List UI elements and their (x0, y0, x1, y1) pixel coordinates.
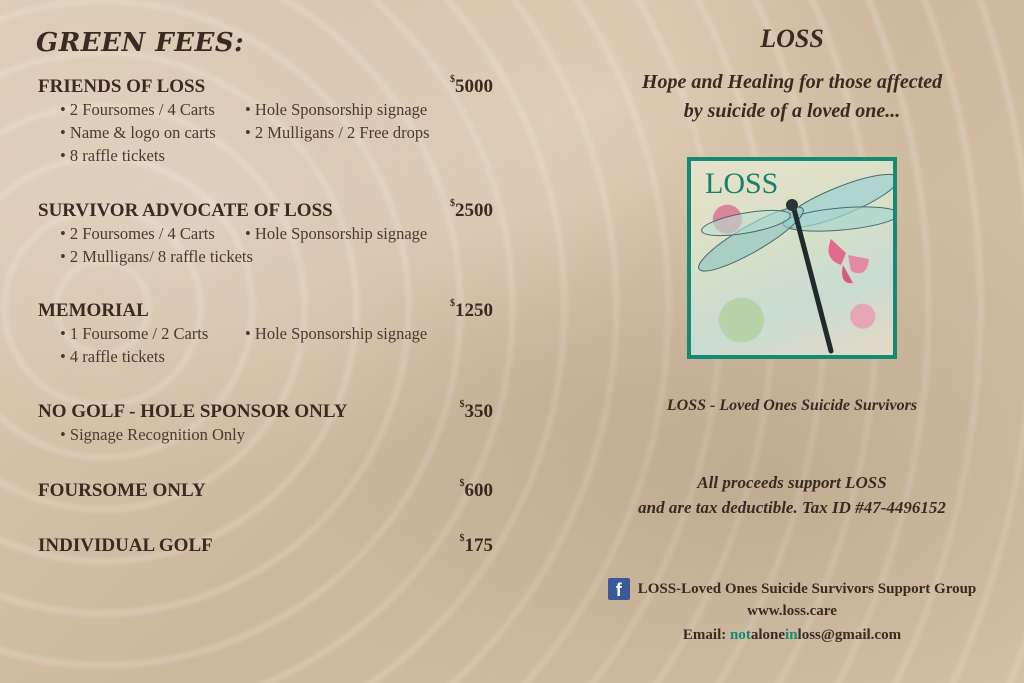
benefit: • 2 Foursomes / 4 Carts (60, 224, 215, 243)
tier-price: $5000 (450, 74, 493, 97)
tier-hole-sponsor (38, 401, 493, 446)
tier-price: $2500 (450, 198, 493, 221)
email-line (560, 627, 1024, 644)
tier-benefits (60, 222, 493, 268)
benefit: • 2 Foursomes / 4 Carts (60, 100, 215, 119)
tier-name: MEMORIAL (38, 300, 149, 321)
tier-survivor-advocate (38, 200, 493, 268)
benefit: • 2 Mulligans / 2 Free drops (245, 123, 430, 142)
tier-price: $350 (459, 399, 493, 422)
tagline (560, 68, 1024, 126)
tier-benefits (60, 322, 493, 368)
facebook-group-name: LOSS-Loved Ones Suicide Survivors Support Group (637, 580, 977, 597)
tier-memorial (38, 300, 493, 368)
benefit: • 8 raffle tickets (60, 146, 165, 165)
benefit: • Hole Sponsorship signage (245, 224, 428, 243)
proceeds-line: All proceeds support LOSS (697, 473, 887, 492)
tier-individual-golf (38, 535, 493, 557)
tier-name: INDIVIDUAL GOLF (38, 535, 213, 556)
tagline-line: Hope and Healing for those affected (641, 71, 943, 93)
tier-benefits (60, 423, 493, 446)
tier-price: $1250 (450, 298, 493, 321)
benefit: • Signage Recognition Only (60, 425, 245, 444)
tier-benefits (60, 98, 493, 167)
tier-friends-of-loss (38, 76, 493, 167)
dragonfly-artwork (687, 157, 897, 359)
benefit: • Hole Sponsorship signage (245, 324, 428, 343)
org-full-name: LOSS - Loved Ones Suicide Survivors (666, 397, 918, 414)
artwork-label: LOSS (705, 167, 779, 200)
benefit: • 1 Foursome / 2 Carts (60, 324, 209, 343)
benefit: • 4 raffle tickets (60, 347, 165, 366)
tier-price: $175 (459, 533, 493, 556)
info-panel (560, 0, 1024, 683)
tagline-line: by suicide of a loved one... (683, 100, 901, 122)
tier-name: FRIENDS OF LOSS (38, 76, 206, 97)
tier-name: FOURSOME ONLY (38, 480, 206, 501)
proceeds-note (560, 470, 1024, 520)
facebook-icon: f (608, 578, 630, 600)
benefit: • Name & logo on carts (60, 123, 216, 142)
tier-name: SURVIVOR ADVOCATE OF LOSS (38, 200, 333, 221)
green-fees-title: GREEN FEES: (36, 28, 245, 58)
email-address[interactable]: notaloneinloss@gmail.com (730, 627, 902, 643)
benefit: • Hole Sponsorship signage (245, 100, 428, 119)
proceeds-line: and are tax deductible. Tax ID #47-4496152 (638, 498, 946, 517)
tier-name: NO GOLF - HOLE SPONSOR ONLY (38, 401, 348, 422)
email-label: Email: (682, 627, 727, 643)
tier-foursome-only (38, 480, 493, 502)
org-title: LOSS (760, 24, 824, 53)
tier-price: $600 (459, 478, 493, 501)
benefit: • 2 Mulligans/ 8 raffle tickets (60, 247, 253, 266)
website-link[interactable]: www.loss.care (747, 603, 837, 619)
facebook-group[interactable] (560, 578, 1024, 600)
